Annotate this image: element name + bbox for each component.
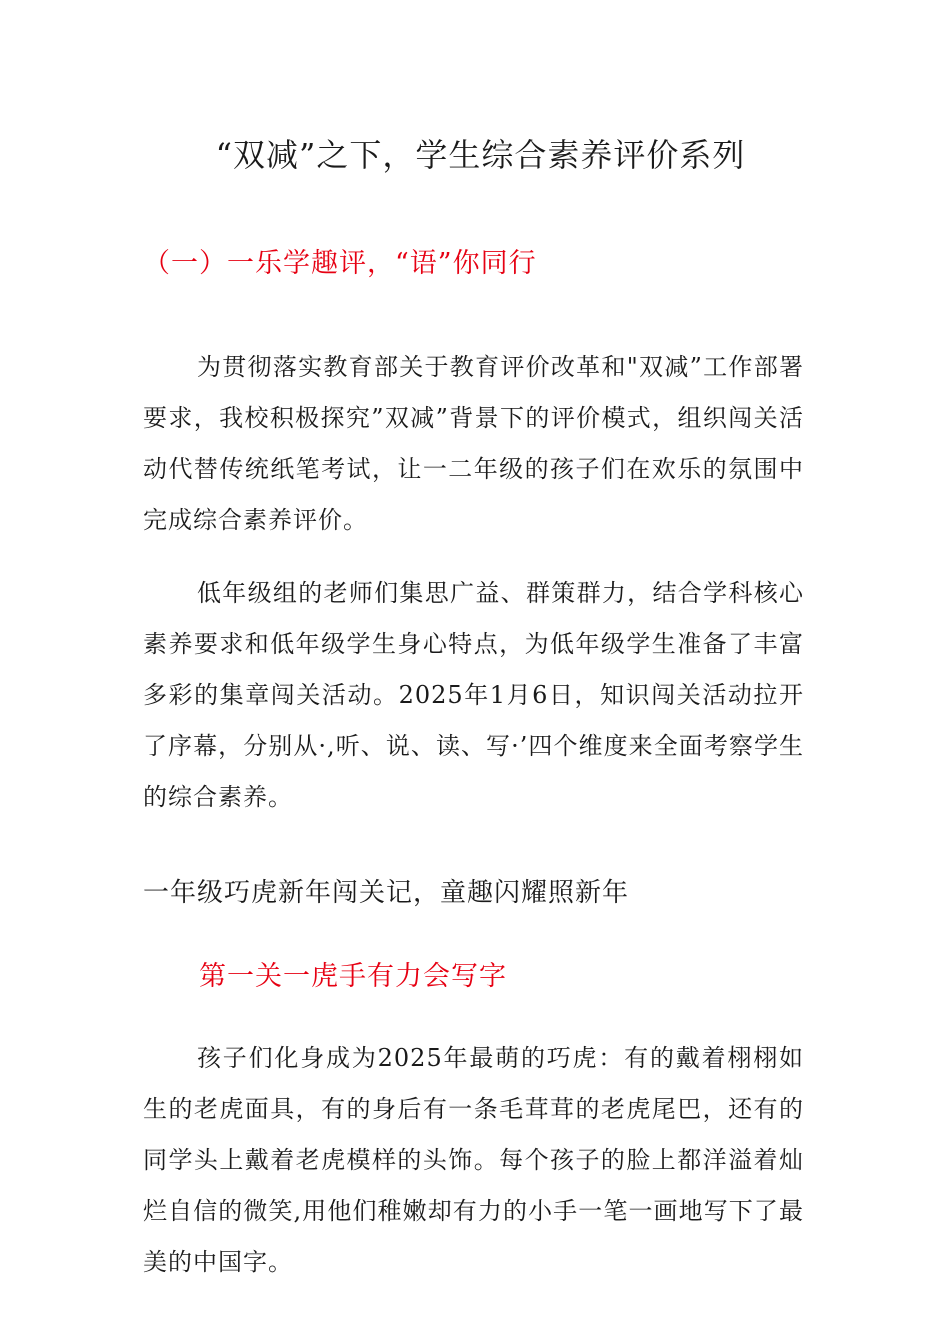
section-heading: （一）一乐学趣评，“语”你同行 <box>143 248 537 279</box>
grade-heading: 一年级巧虎新年闯关记，童趣闪耀照新年 <box>143 878 630 908</box>
activity-paragraph: 低年级组的老师们集思广益、群策群力，结合学科核心素养要求和低年级学生身心特点，为低年级学生准备了丰富多彩的集章闯关活动。2025年1月6日，知识闯关活动拉开了序幕，分别从·,听、说、读、写·’四个维度来全面考察学生的综合素养。 <box>143 579 804 811</box>
document-title: “双减”之下，学生综合素养评价系列 <box>215 136 746 174</box>
level-heading: 第一关一虎手有力会写字 <box>199 961 507 992</box>
level-paragraph: 孩子们化身成为2025年最萌的巧虎：有的戴着栩栩如生的老虎面具，有的身后有一条毛茸茸的老虎尾巴，还有的同学头上戴着老虎模样的头饰。每个孩子的脸上都洋溢着灿烂自信的微笑,用他们稚嫩却有力的小手一笔一画地写下了最美的中国字。 <box>143 1044 804 1276</box>
intro-paragraph: 为贯彻落实教育部关于教育评价改革和"双减”工作部署要求，我校积极探究”双减”背景下的评价模式，组织闯关活动代替传统纸笔考试，让一二年级的孩子们在欢乐的氛围中完成综合素养评价。 <box>143 353 804 534</box>
